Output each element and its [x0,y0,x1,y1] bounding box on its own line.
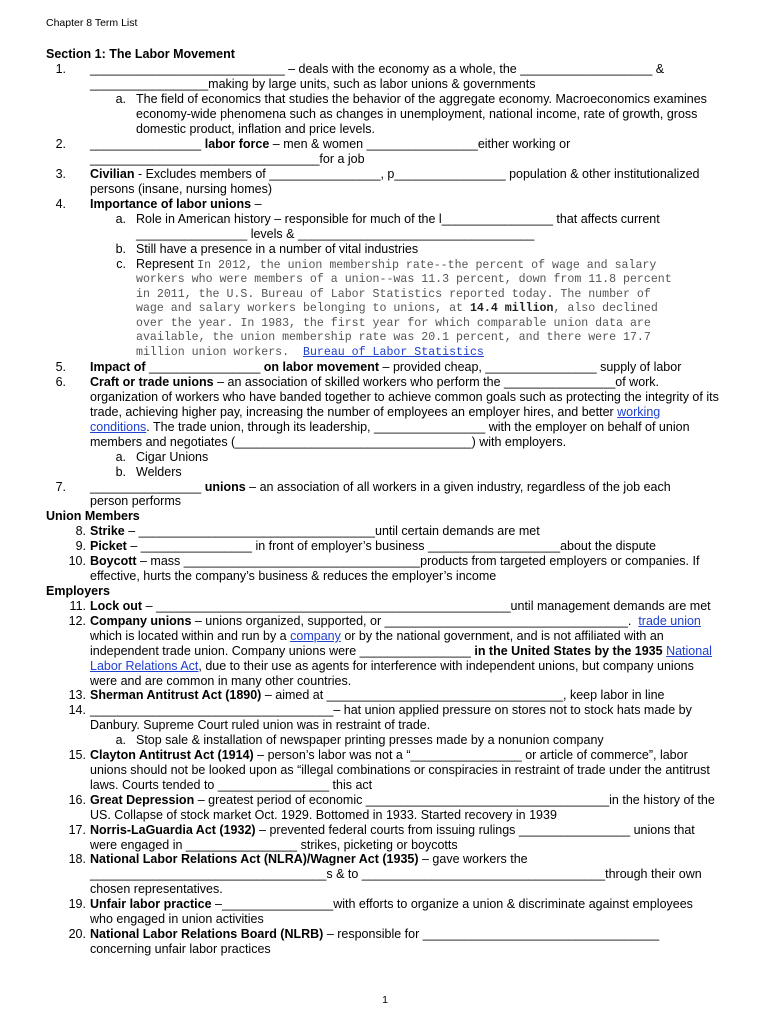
term-16-cont: US. Collapse of stock market Oct. 1929. Bottomed in 1933. Started recovery in 1939 [90,808,557,822]
text: trade, achieving higher pay, increasing the number of employees an employer hires, and better [90,405,618,419]
section-employers-heading: Employers [46,584,110,598]
term-18-cont: chosen representatives. [90,882,223,896]
working-conditions-link[interactable]: conditions [90,420,147,434]
item-number: 11. [69,599,86,613]
quoted-statistic: workers who were members of a union--was 11.3 percent, down from 11.8 percent [136,273,672,286]
text: , due to their use as agents for interference with independent unions, but company unions [198,659,694,673]
term-12-cont [90,644,712,659]
term-text: – provided cheap, ________________ supply of labor [379,360,682,374]
term-6-cont: organization of workers who have banded together to achieve common goals such as protecting the integrity of its [90,390,719,404]
term-19-cont: who engaged in union activities [90,912,264,926]
blank: ________________ [145,360,264,374]
quoted-statistic: In 2012, the union membership rate--the percent of wage and salary [197,259,657,272]
term-text: – [251,197,262,211]
quoted-statistic [136,345,484,360]
term-1-a-cont: domestic product, inflation and price levels. [136,122,376,136]
nlra-link[interactable]: Labor Relations Act [90,659,199,673]
sub-text: Still have a presence in a number of vital industries [136,242,419,256]
term-name: Impact of [90,360,146,374]
item-number: 18. [68,852,86,866]
item-number: 17. [68,823,86,837]
term-12-cont [90,659,694,674]
company-link[interactable]: company [290,629,341,643]
term-3-cont: persons (insane, nursing homes) [90,182,273,196]
term-name: unions [204,480,246,494]
item-number: 10. [68,554,86,568]
sub-text: Cigar Unions [136,450,209,464]
trade-union-link[interactable]: trade union [638,614,701,628]
sub-letter: a. [115,92,126,106]
section-1-heading: Section 1: The Labor Movement [46,47,235,61]
working-conditions-link[interactable]: working [617,405,661,419]
bls-link[interactable]: Bureau of Labor Statistics [302,346,484,359]
item-number: 8. [75,524,86,538]
nlra-link[interactable]: National [666,644,712,658]
sub-text: Represent [136,257,198,271]
term-name: Strike [90,524,125,538]
item-number: 13. [68,688,86,702]
term-2-cont: _________________________________for a job [90,152,365,166]
item-number: 4. [55,197,66,211]
bold-text: in the United States by the 1935 [474,644,663,658]
term-6-cont [90,420,690,435]
term-20-cont: concerning unfair labor practices [90,942,271,956]
term-text: – unions organized, supported, or ___________________________________. [191,614,639,628]
term-name: labor force [204,137,270,151]
term-17-cont: were engaged in ________________ strikes, picketing or boycotts [90,838,458,852]
term-name: Norris-LaGuardia Act (1932) [90,823,256,837]
quote-text: , also declined [553,302,658,315]
item-number: 3. [55,167,66,181]
term-name: National Labor Relations Act (NLRA)/Wagner Act (1935) [90,852,419,866]
term-text: – gave workers the [418,852,528,866]
term-name: Company unions [90,614,192,628]
page-header: Chapter 8 Term List [46,17,138,29]
item-number: 5. [55,360,66,374]
item-number: 14. [68,703,86,717]
term-15-cont: unions should not be looked upon as “illegal combinations or conspiracies in restraint of trade under the antitrust [90,763,710,777]
term-name: Clayton Antitrust Act (1914) [90,748,254,762]
sub-letter: c. [116,257,126,271]
term-text: ___________________________________– hat union applied pressure on stores not to stock hats made by [90,703,692,717]
quote-text: wage and salary workers belonging to unions, at [136,302,470,315]
term-1-a-cont: economy-wide phenomena such as changes in unemployment, national income, rate of growth, gross [136,107,698,121]
sub-text: Role in American history – responsible for much of the l________________ that affects current [136,212,660,226]
quoted-statistic: over the year. In 1983, the first year for which comparable union data are [136,317,651,330]
text: . The trade union, through its leadership, ________________ with the employer on behalf of union [146,420,690,434]
item-number: 1. [55,62,66,76]
term-text: – responsible for __________________________________ [323,927,660,941]
term-name: Civilian [90,167,135,181]
term-12-cont: were and are common in many other countries. [90,674,352,688]
term-12-cont [90,629,664,644]
term-name: Craft or trade unions [90,375,214,389]
blank: ________________ [90,137,205,151]
item-number: 15. [68,748,86,762]
term-text: – aimed at __________________________________, keep labor in line [261,688,665,702]
term-name: Unfair labor practice [90,897,212,911]
term-text: – person’s labor was not a “________________ or article of commerce”, labor [253,748,688,762]
term-text: - Excludes members of ________________, p________________ population & other institutionalized [134,167,700,181]
term-text: – ________________ in front of employer’s business ___________________about the dispute [126,539,656,553]
text: or by the national government, and is not affiliated with an [340,629,664,643]
term-name: Great Depression [90,793,195,807]
sub-text: Stop sale & installation of newspaper printing presses made by a nonunion company [136,733,604,747]
term-name: National Labor Relations Board (NLRB) [90,927,324,941]
term-6-cont [90,405,660,420]
term-name: Boycott [90,554,137,568]
term-text: – ___________________________________________________until management demands are met [142,599,711,613]
item-number: 2. [55,137,66,151]
text: which is located within and run by a [90,629,291,643]
quoted-statistic [136,301,658,316]
term-text: – mass __________________________________products from targeted employers or companies. If [136,554,700,568]
term-18-cont: __________________________________s & to ___________________________________through their own [90,867,702,881]
item-number: 19. [68,897,86,911]
term-15-cont: laws. Courts tended to ________________ this act [90,778,373,792]
item-number: 12. [68,614,86,628]
term-10-cont: effective, hurts the company’s business & reduces the employer’s income [90,569,497,583]
term-1-cont: _________________making by large units, such as labor unions & governments [90,77,536,91]
section-union-members-heading: Union Members [46,509,140,523]
term-name: Sherman Antitrust Act (1890) [90,688,262,702]
sub-text: The field of economics that studies the behavior of the aggregate economy. Macroeconomics examines [136,92,707,106]
quote-text: million union workers. [136,346,303,359]
item-number: 7. [55,480,66,494]
item-number: 16. [68,793,86,807]
term-text: – prevented federal courts from issuing rulings ________________ unions that [255,823,695,837]
term-14-cont: Danbury. Supreme Court ruled union was in restraint of trade. [90,718,431,732]
term-text: – men & women ________________either working or [269,137,571,151]
quoted-statistic: in 2011, the U.S. Bureau of Labor Statistics reported today. The number of [136,288,651,301]
term-text: –________________with efforts to organize a union & discriminate against employees [211,897,693,911]
blank: ________________ [90,480,205,494]
sub-text: Welders [136,465,182,479]
term-text: – an association of all workers in a given industry, regardless of the job each [245,480,671,494]
sub-letter: a. [115,450,126,464]
sub-letter: b. [115,465,126,479]
term-text: – __________________________________until certain demands are met [124,524,540,538]
item-number: 20. [68,927,86,941]
sub-letter: b. [115,242,126,256]
term-6-cont: members and negotiates (__________________________________) with employers. [90,435,567,449]
quote-highlight: 14.4 million [469,302,554,315]
sub-letter: a. [115,212,126,226]
term-name: on labor movement [263,360,380,374]
sub-letter: a. [115,733,126,747]
text: independent trade union. Company unions were ________________ [90,644,475,658]
term-text: ____________________________ – deals with the economy as a whole, the ___________________ & [90,62,665,76]
term-name: Lock out [90,599,143,613]
term-4-a-cont: ________________ levels & __________________________________ [136,227,535,241]
item-number: 9. [75,539,86,553]
page-number: 1 [382,994,388,1006]
item-number: 6. [55,375,66,389]
term-7-cont: person performs [90,494,182,508]
term-name: Importance of labor unions [90,197,252,211]
term-name: Picket [90,539,127,553]
term-text: – greatest period of economic ___________________________________in the history of the [194,793,715,807]
quoted-statistic: available, the union membership rate was 20.1 percent, and there were 17.7 [136,331,651,344]
term-text: – an association of skilled workers who perform the ________________of work. [213,375,660,389]
